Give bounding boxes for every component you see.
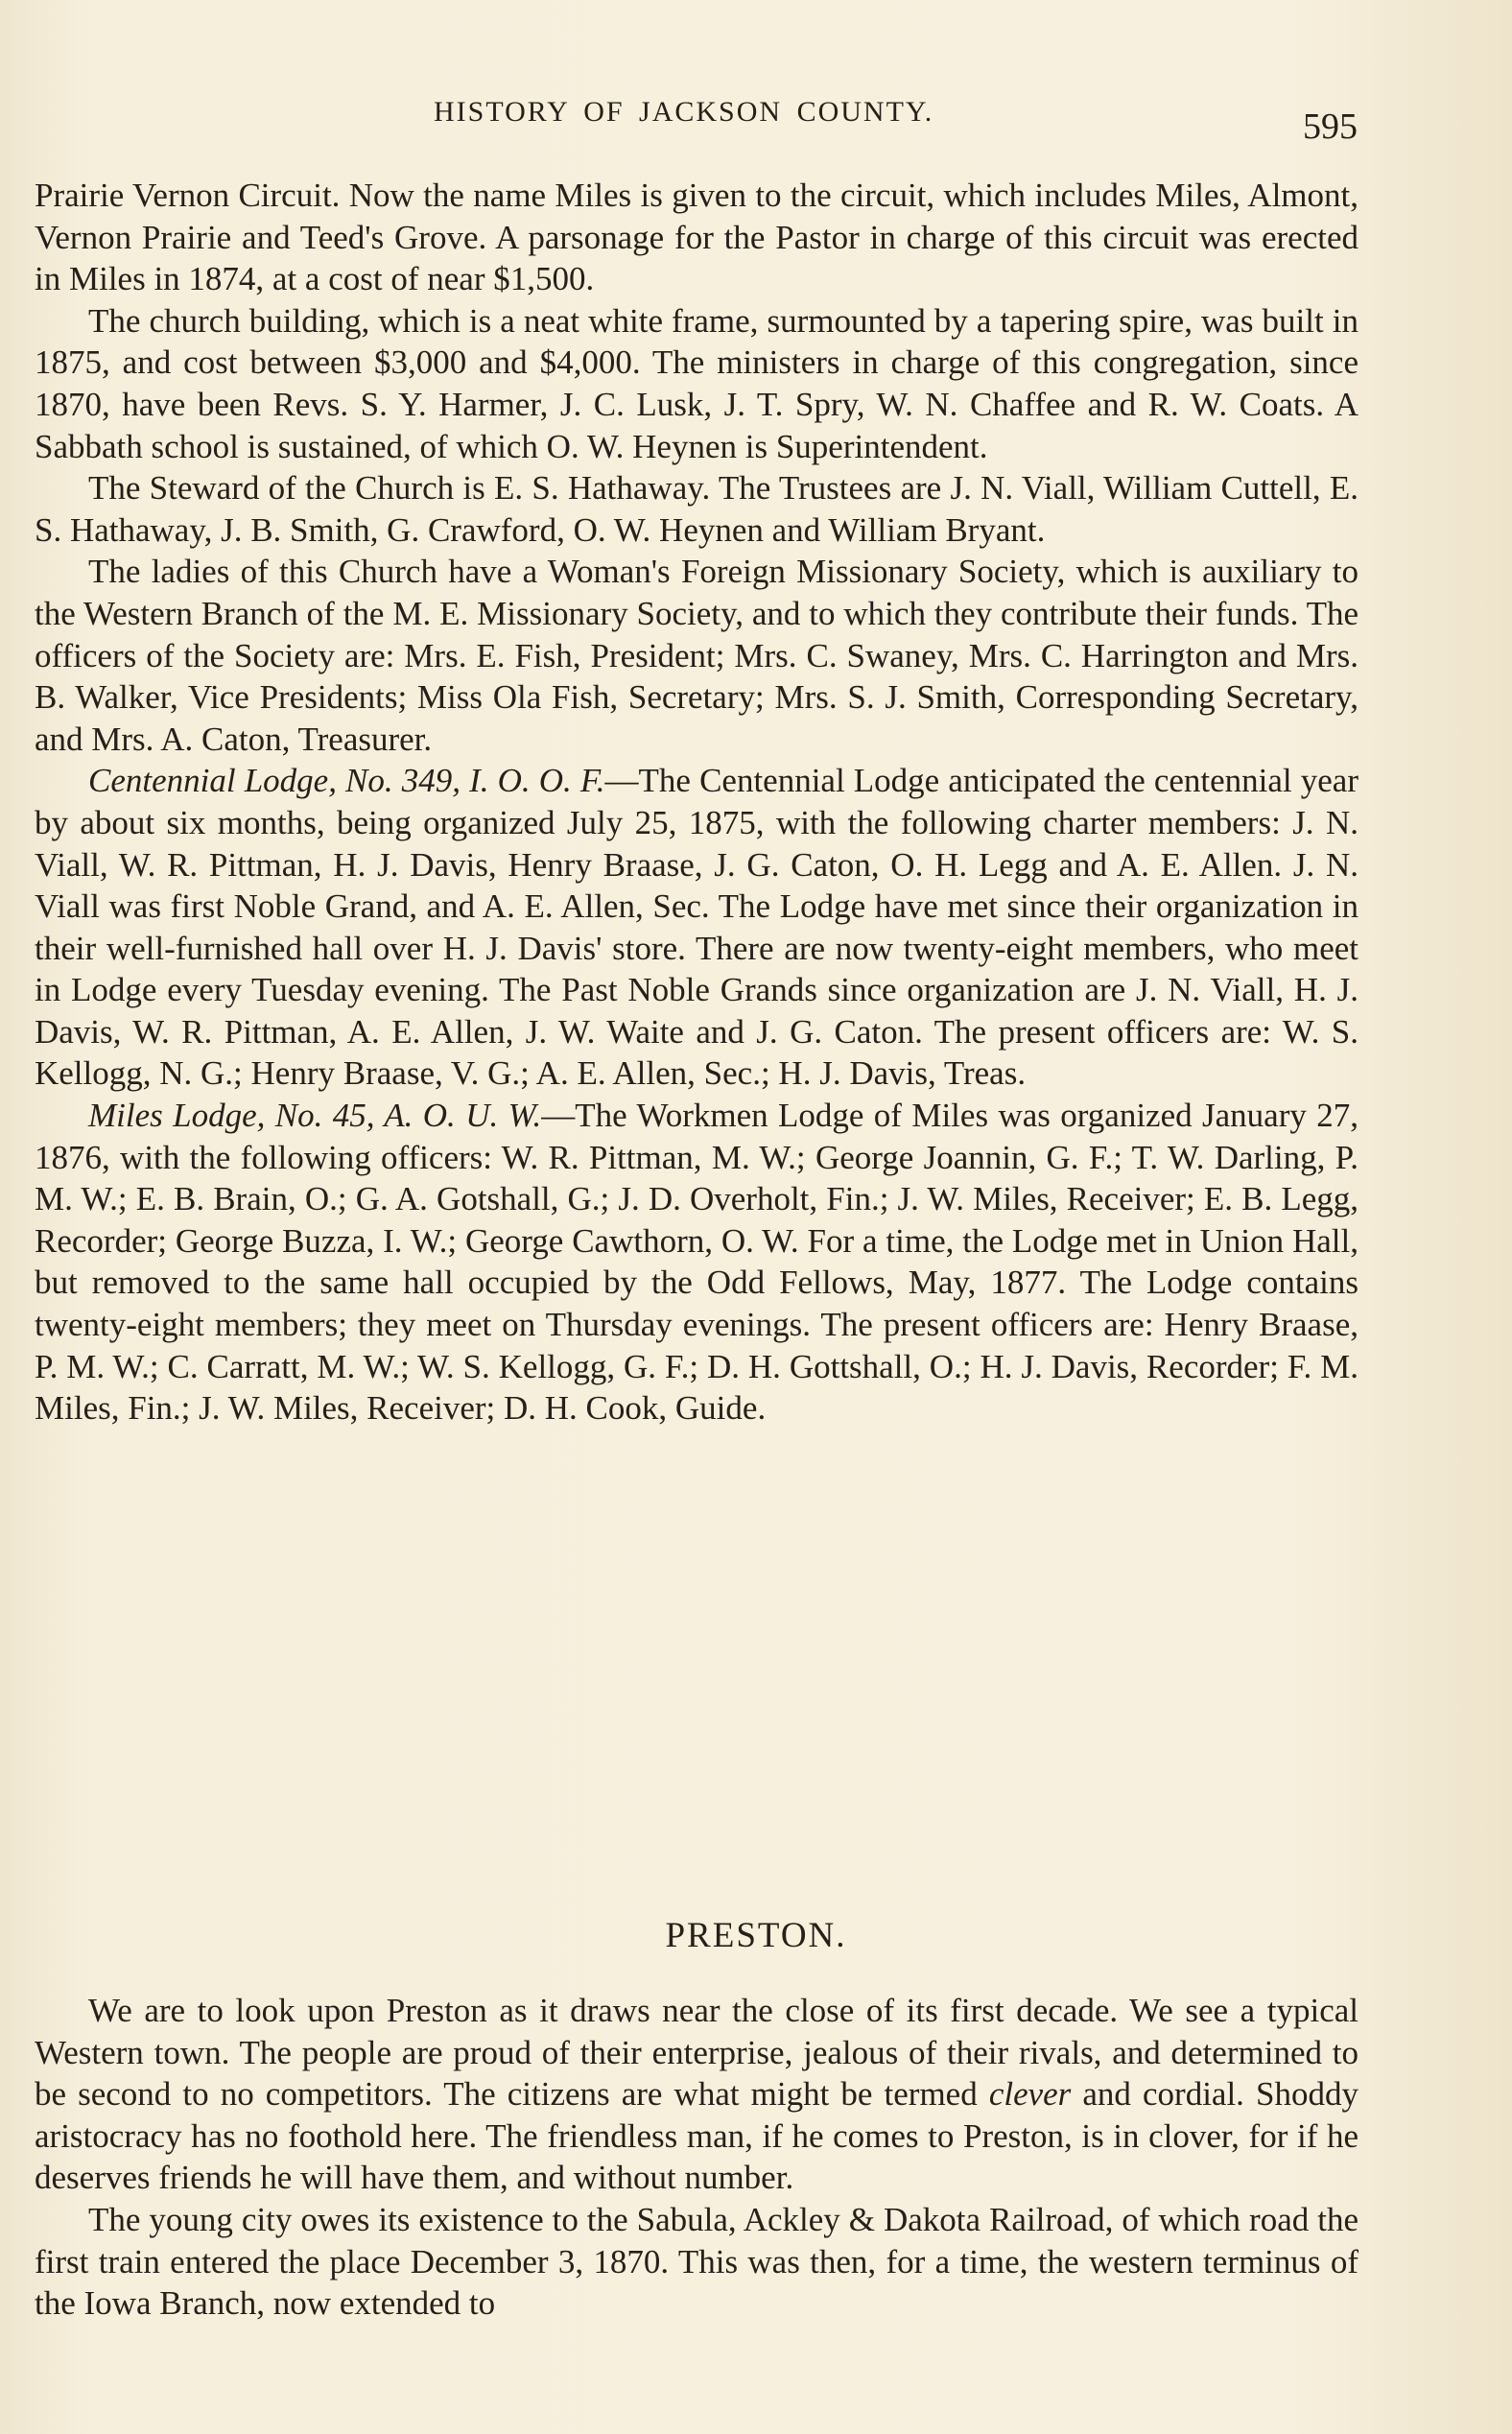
running-title: HISTORY OF JACKSON COUNTY. — [434, 96, 934, 128]
paragraph-church-building: The church building, which is a neat white frame, surmounted by a tapering spire, was built in 1875, and cost between $3,000 and $4,000. The ministers in charge of this congregation, since 1870, have been Revs. S. Y. Harmer, J. C. Lusk, J. T. Spry, W. N. Chaffee and R. W. Coats. A Sabbath school is sustained, of which O. W. Heynen is Superintendent. — [35, 301, 1358, 465]
preston-intro-start: We are to look upon Preston as it draws near the close of its first decade. We see a typical Western town. The people are proud of their enterprise, jealous of their rivals, and determined to be second to no competitors. The citizens are what might be termed — [35, 1992, 1358, 2114]
centennial-lodge-text: —The Centennial Lodge anticipated the centennial year by about six months, being organized July 25, 1875, with the following charter members: J. N. Viall, W. R. Pittman, H. J. Davis, Henry Braase, J. G. Caton, O. H. Legg and A. E. Allen. J. N. Viall was first Noble Grand, and A. E. Allen, Sec. The Lodge have met since their organization in their well-furnished hall over H. J. Davis' store. There are now twenty-eight members, who meet in Lodge every Tuesday evening. The Past Noble Grands since organization are J. N. Viall, H. J. Davis, W. R. Pittman, A. E. Allen, J. W. Waite and J. G. Caton. The present officers are: W. S. Kellogg, N. G.; Henry Braase, V. G.; A. E. Allen, Sec.; H. J. Davis, Treas. — [35, 762, 1358, 1093]
miles-lodge-text: —The Workmen Lodge of Miles was organized January 27, 1876, with the following officers: W. R. Pittman, M. W.; George Joannin, G. F.; T. W. Darling, P. M. W.; E. B. Brain, O.; G. A. Gotshall, G.; J. D. Overholt, Fin.; J. W. Miles, Receiver; E. B. Legg, Recorder; George Buzza, I. W.; George Cawthorn, O. W. For a time, the Lodge met in Union Hall, but removed to the same hall occupied by the Odd Fellows, May, 1877. The Lodge contains twenty-eight members; they meet on Thursday evenings. The present officers are: Henry Braase, P. M. W.; C. Carratt, M. W.; W. S. Kellogg, G. F.; D. H. Gottshall, O.; H. J. Davis, Recorder; F. M. Miles, Fin.; J. W. Miles, Receiver; D. H. Cook, Guide. — [35, 1097, 1358, 1428]
paragraph-centennial-lodge — [35, 760, 1358, 1095]
centennial-lodge-title: Centennial Lodge, No. 349, I. O. O. F. — [88, 762, 605, 800]
paragraph-prairie-vernon-circuit: Prairie Vernon Circuit. Now the name Miles is given to the circuit, which includes Miles, Almont, Vernon Prairie and Teed's Grove. A parsonage for the Pastor in charge of this circuit was erected in Miles in 1874, at a cost of near $1,500. — [35, 177, 1358, 298]
main-text — [35, 175, 1358, 1430]
section-heading-preston: PRESTON. — [665, 1916, 847, 1955]
miles-lodge-title: Miles Lodge, No. 45, A. O. U. W. — [88, 1097, 542, 1135]
paragraph-steward-trustees: The Steward of the Church is E. S. Hathaway. The Trustees are J. N. Viall, William Cuttell, E. S. Hathaway, J. B. Smith, G. Crawford, O. W. Heynen and William Bryant. — [35, 469, 1358, 549]
preston-intro-end: and cordial. Shoddy aristocracy has no foothold here. The friendless man, if he comes to Preston, is in clover, for if he deserves friends he will have them, and without number. — [35, 2075, 1358, 2197]
paragraph-preston-railroad: The young city owes its existence to the Sabula, Ackley & Dakota Railroad, of which road the first train entered the place December 3, 1870. This was then, for a time, the western terminus of the Iowa Branch, now extended to — [35, 2200, 1358, 2323]
paragraph-miles-lodge — [35, 1095, 1358, 1430]
page-number: 595 — [1303, 106, 1358, 147]
paragraph-missionary-society: The ladies of this Church have a Woman's Foreign Missionary Society, which is auxiliary to the Western Branch of the M. E. Missionary Society, and to which they contribute their funds. The officers of the Society are: Mrs. E. Fish, President; Mrs. C. Swaney, Mrs. C. Harrington and Mrs. B. Walker, Vice Presidents; Miss Ola Fish, Secretary; Mrs. S. J. Smith, Corresponding Secretary, and Mrs. A. Caton, Treasurer. — [35, 553, 1358, 758]
paragraph-preston-intro — [35, 1990, 1358, 2199]
preston-intro-emphasis: clever — [988, 2075, 1072, 2114]
preston-text — [35, 1990, 1358, 2325]
